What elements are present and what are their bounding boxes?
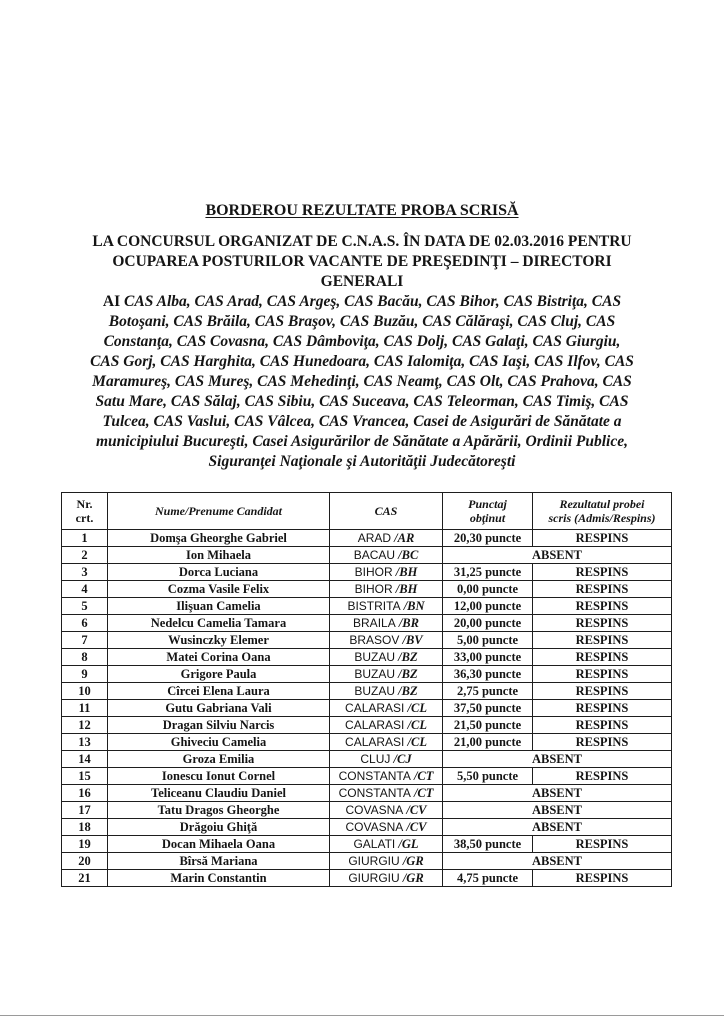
candidate-name: Dorca Luciana	[108, 564, 330, 580]
result-status: RESPINS	[533, 632, 672, 648]
candidate-name: Marin Constantin	[108, 870, 330, 886]
result-status: RESPINS	[533, 870, 672, 886]
subject-line	[0, 292, 724, 312]
cas-code: /BV	[402, 633, 423, 647]
score-value: 4,75 puncte	[443, 870, 533, 886]
cas-cell	[330, 751, 443, 767]
table-row	[62, 581, 672, 598]
subject-paragraph	[0, 292, 724, 472]
table-row	[62, 632, 672, 649]
cas-county: BACAU	[353, 548, 396, 562]
subject-line: Constanţa, CAS Covasna, CAS Dâmboviţa, CAS Dolj, CAS Galaţi, CAS Giurgiu,	[103, 333, 621, 350]
result-status: RESPINS	[533, 615, 672, 631]
score-value: 20,30 puncte	[443, 530, 533, 546]
cas-cell	[330, 768, 443, 784]
table-row	[62, 785, 672, 802]
cas-code: /AR	[394, 531, 415, 545]
document-title-text: BORDEROU REZULTATE PROBA SCRISĂ	[205, 202, 519, 219]
result-absent: ABSENT	[443, 547, 672, 563]
table-row	[62, 547, 672, 564]
header-score-line: Punctaj	[468, 497, 507, 511]
score-value: 21,50 puncte	[443, 717, 533, 733]
candidate-name: Grigore Paula	[108, 666, 330, 682]
cas-county: CLUJ	[360, 752, 391, 766]
candidate-name: Groza Emilia	[108, 751, 330, 767]
candidate-name: Teliceanu Claudiu Daniel	[108, 785, 330, 801]
result-status: RESPINS	[533, 734, 672, 750]
result-status: RESPINS	[533, 683, 672, 699]
header-result	[533, 493, 672, 529]
header-score	[443, 493, 533, 529]
result-absent: ABSENT	[443, 853, 672, 869]
row-number: 7	[62, 632, 108, 648]
cas-code: /BC	[398, 548, 419, 562]
candidate-name: Gutu Gabriana Vali	[108, 700, 330, 716]
row-number: 2	[62, 547, 108, 563]
cas-code: /BR	[398, 616, 419, 630]
candidate-name: Drăgoiu Ghiţă	[108, 819, 330, 835]
row-number: 3	[62, 564, 108, 580]
subject-line: Tulcea, CAS Vaslui, CAS Vâlcea, CAS Vrancea, Casei de Asigurări de Sănătate a	[102, 413, 622, 430]
header-name	[108, 493, 330, 529]
cas-code: /GR	[402, 871, 424, 885]
subject-line: Satu Mare, CAS Sălaj, CAS Sibiu, CAS Suceava, CAS Teleorman, CAS Timiş, CAS	[95, 393, 629, 410]
cas-code: /GL	[398, 837, 419, 851]
result-absent: ABSENT	[443, 819, 672, 835]
cas-county: CONSTANTA	[338, 769, 411, 783]
score-value: 5,00 puncte	[443, 632, 533, 648]
row-number: 12	[62, 717, 108, 733]
cas-code: /CL	[407, 718, 427, 732]
result-status: RESPINS	[533, 649, 672, 665]
cas-code: /BZ	[398, 650, 418, 664]
row-number: 1	[62, 530, 108, 546]
row-number: 19	[62, 836, 108, 852]
candidate-name: Matei Corina Oana	[108, 649, 330, 665]
result-status: RESPINS	[533, 581, 672, 597]
result-status: RESPINS	[533, 666, 672, 682]
result-status: RESPINS	[533, 564, 672, 580]
table-row	[62, 717, 672, 734]
candidate-name: Nedelcu Camelia Tamara	[108, 615, 330, 631]
cas-cell	[330, 581, 443, 597]
cas-code: /CT	[413, 769, 434, 783]
cas-code: /CV	[406, 820, 427, 834]
score-value: 38,50 puncte	[443, 836, 533, 852]
cas-cell	[330, 734, 443, 750]
score-value: 2,75 puncte	[443, 683, 533, 699]
result-absent: ABSENT	[443, 785, 672, 801]
subject-line: Maramureş, CAS Mureş, CAS Mehedinţi, CAS Neamţ, CAS Olt, CAS Prahova, CAS	[92, 373, 632, 390]
cas-county: BIHOR	[354, 582, 393, 596]
cas-cell	[330, 564, 443, 580]
subject-lead: AI	[102, 293, 121, 310]
cas-cell	[330, 700, 443, 716]
table-row	[62, 530, 672, 547]
result-status: RESPINS	[533, 768, 672, 784]
heading-line: LA CONCURSUL ORGANIZAT DE C.N.A.S. ÎN DATA DE 02.03.2016 PENTRU	[92, 233, 632, 250]
cas-county: BRASOV	[349, 633, 400, 647]
score-value: 20,00 puncte	[443, 615, 533, 631]
cas-code: /CL	[407, 701, 427, 715]
row-number: 5	[62, 598, 108, 614]
cas-county: CALARASI	[345, 701, 405, 715]
cas-county: COVASNA	[345, 820, 404, 834]
cas-code: /BN	[403, 599, 425, 613]
cas-cell	[330, 666, 443, 682]
subject-line: municipiului Bucureşti, Casei Asigurărilor de Sănătate a Apărării, Ordinii Publice,	[96, 433, 628, 450]
cas-county: CALARASI	[345, 735, 405, 749]
result-status: RESPINS	[533, 717, 672, 733]
score-value: 33,00 puncte	[443, 649, 533, 665]
cas-cell	[330, 836, 443, 852]
result-status: RESPINS	[533, 700, 672, 716]
result-status: RESPINS	[533, 598, 672, 614]
candidate-name: Domşa Gheorghe Gabriel	[108, 530, 330, 546]
candidate-name: Ion Mihaela	[108, 547, 330, 563]
cas-county: BISTRITA	[347, 599, 401, 613]
score-value: 5,50 puncte	[443, 768, 533, 784]
candidate-name: Ghiveciu Camelia	[108, 734, 330, 750]
row-number: 21	[62, 870, 108, 886]
cas-county: GALATI	[353, 837, 396, 851]
cas-code: /CJ	[393, 752, 412, 766]
row-number: 10	[62, 683, 108, 699]
cas-cell	[330, 870, 443, 886]
row-number: 4	[62, 581, 108, 597]
row-number: 13	[62, 734, 108, 750]
table-row	[62, 598, 672, 615]
cas-cell	[330, 683, 443, 699]
cas-code: /GR	[402, 854, 424, 868]
row-number: 17	[62, 802, 108, 818]
table-row	[62, 700, 672, 717]
candidate-name: Bîrsă Mariana	[108, 853, 330, 869]
cas-code: /BH	[395, 565, 418, 579]
candidate-name: Tatu Dragos Gheorghe	[108, 802, 330, 818]
result-absent: ABSENT	[443, 802, 672, 818]
score-value: 36,30 puncte	[443, 666, 533, 682]
header-nr-line: crt.	[75, 511, 94, 525]
row-number: 15	[62, 768, 108, 784]
header-score-line: obţinut	[469, 511, 506, 525]
cas-county: BIHOR	[354, 565, 393, 579]
cas-code: /BZ	[398, 684, 418, 698]
table-row	[62, 751, 672, 768]
score-value: 31,25 puncte	[443, 564, 533, 580]
row-number: 6	[62, 615, 108, 631]
candidate-name: Wusinczky Elemer	[108, 632, 330, 648]
cas-cell	[330, 632, 443, 648]
cas-county: BRAILA	[353, 616, 396, 630]
cas-code: /CT	[413, 786, 434, 800]
score-value: 37,50 puncte	[443, 700, 533, 716]
subject-line: Siguranţei Naţionale şi Autorităţii Judecătoreşti	[208, 453, 516, 470]
header-cas	[330, 493, 443, 529]
result-absent: ABSENT	[443, 751, 672, 767]
candidate-name: Ionescu Ionut Cornel	[108, 768, 330, 784]
cas-cell	[330, 819, 443, 835]
cas-county: BUZAU	[354, 650, 396, 664]
result-status: RESPINS	[533, 836, 672, 852]
score-value: 21,00 puncte	[443, 734, 533, 750]
table-row	[62, 666, 672, 683]
heading-line: GENERALI	[320, 273, 404, 290]
row-number: 11	[62, 700, 108, 716]
table-body	[62, 530, 672, 887]
document-heading	[0, 232, 724, 292]
table-row	[62, 870, 672, 887]
heading-line: OCUPAREA POSTURILOR VACANTE DE PREŞEDINŢI – DIRECTORI	[112, 253, 612, 270]
results-table	[61, 492, 672, 887]
table-header-row	[62, 493, 672, 530]
header-cas-text: CAS	[374, 504, 398, 518]
page-edge-line	[0, 1015, 724, 1016]
table-row	[62, 734, 672, 751]
result-status: RESPINS	[533, 530, 672, 546]
cas-cell	[330, 785, 443, 801]
header-result-line: scris (Admis/Respins)	[548, 511, 656, 525]
subject-line: CAS Gorj, CAS Harghita, CAS Hunedoara, CAS Ialomiţa, CAS Iaşi, CAS Ilfov, CAS	[90, 353, 634, 370]
cas-cell	[330, 598, 443, 614]
row-number: 20	[62, 853, 108, 869]
header-name-text: Nume/Prenume Candidat	[154, 504, 282, 518]
cas-county: ARAD	[357, 531, 392, 545]
cas-cell	[330, 802, 443, 818]
document-title	[0, 201, 724, 221]
candidate-name: Cozma Vasile Felix	[108, 581, 330, 597]
cas-county: GIURGIU	[348, 854, 400, 868]
row-number: 16	[62, 785, 108, 801]
cas-county: CALARASI	[345, 718, 405, 732]
subject-line: Botoşani, CAS Brăila, CAS Braşov, CAS Buzău, CAS Călăraşi, CAS Cluj, CAS	[108, 313, 616, 330]
header-nr	[62, 493, 108, 529]
table-row	[62, 853, 672, 870]
cas-county: GIURGIU	[348, 871, 400, 885]
table-row	[62, 615, 672, 632]
table-row	[62, 564, 672, 581]
row-number: 14	[62, 751, 108, 767]
header-result-line: Rezultatul probei	[559, 497, 645, 511]
table-row	[62, 768, 672, 785]
header-nr-line: Nr.	[76, 497, 93, 511]
candidate-name: Docan Mihaela Oana	[108, 836, 330, 852]
cas-cell	[330, 649, 443, 665]
row-number: 18	[62, 819, 108, 835]
cas-code: /BZ	[398, 667, 418, 681]
candidate-name: Dragan Silviu Narcis	[108, 717, 330, 733]
row-number: 8	[62, 649, 108, 665]
candidate-name: Ilişuan Camelia	[108, 598, 330, 614]
cas-cell	[330, 615, 443, 631]
cas-cell	[330, 717, 443, 733]
table-row	[62, 836, 672, 853]
row-number: 9	[62, 666, 108, 682]
score-value: 12,00 puncte	[443, 598, 533, 614]
cas-cell	[330, 530, 443, 546]
cas-code: /BH	[395, 582, 418, 596]
cas-county: COVASNA	[345, 803, 404, 817]
cas-cell	[330, 853, 443, 869]
cas-cell	[330, 547, 443, 563]
cas-county: CONSTANTA	[338, 786, 411, 800]
candidate-name: Cîrcei Elena Laura	[108, 683, 330, 699]
cas-code: /CV	[406, 803, 427, 817]
cas-code: /CL	[407, 735, 427, 749]
table-row	[62, 802, 672, 819]
score-value: 0,00 puncte	[443, 581, 533, 597]
table-row	[62, 649, 672, 666]
cas-county: BUZAU	[354, 667, 396, 681]
cas-county: BUZAU	[354, 684, 396, 698]
table-row	[62, 819, 672, 836]
table-row	[62, 683, 672, 700]
subject-line-text: CAS Alba, CAS Arad, CAS Argeş, CAS Bacău, CAS Bihor, CAS Bistriţa, CAS	[124, 293, 622, 310]
